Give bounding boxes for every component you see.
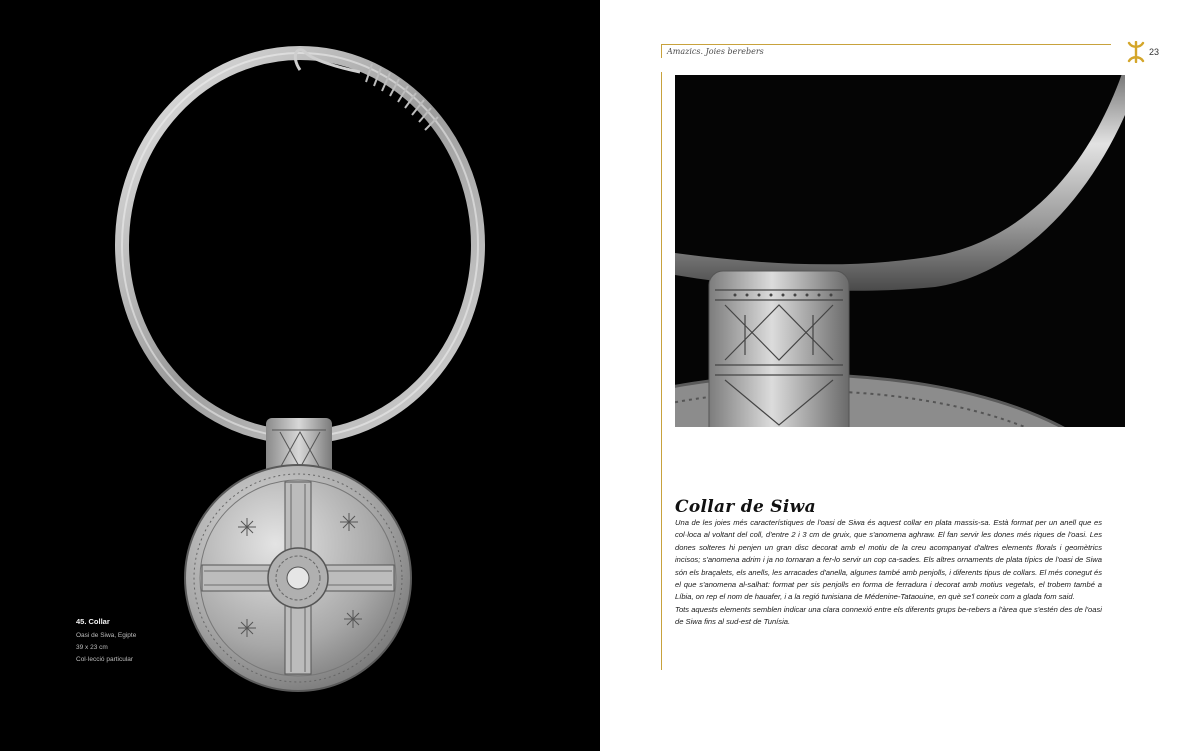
margin-rule [661,72,662,670]
header-rule [661,44,1111,45]
caption-title: 45. Collar [76,617,110,626]
right-page [600,0,1200,751]
page-number: 23 [1149,47,1160,57]
caption-dimensions: 39 x 23 cm [76,644,108,651]
yaz-amazigh-symbol-icon [1126,41,1146,63]
article-body [675,517,1102,629]
header-rule-tick [661,44,662,58]
necklace-detail-photo [675,75,1125,427]
figure-caption [76,617,136,666]
caption-collection: Col·lecció particular [76,656,134,663]
running-head: Amazics. Joies berebers [667,47,764,56]
article-title: Collar de Siwa [675,497,816,517]
article-paragraph-2: Tots aquests elements semblen indicar una clara connexió entre els diferents grups be-rebers a l'àrea que s'estén des de l'oasi de Siwa fins al sud-est de Tunísia. [675,604,1102,627]
article-paragraph-1: Una de les joies més característiques de l'oasi de Siwa és aquest collar en plata massis-sa. Està format per un anell que es col·loca al voltant del coll, d'entre 2 i 3 cm de gruix, que s'anomena aghraw. El fan servir les dones més riques de l'oasi. Les dones solteres hi penjen un gran disc decorat amb el motiu de la creu acompanyat d'altres elements florals i geomètrics incisos; s'anomena adrim i ja no tornaran a fer-lo servir un cop ca-sades. Els altres ornaments de plata típics de l'oasi de Siwa són els braçalets, els anells, les arracades d'anella, algunes també amb penjolls, i diferents tipus de collars. El més conegut és el que s'anomena al-salhat: format per sis penjolls en forma de ferradura i decorat amb motius vegetals, el trobem també a Líbia, on rep el nom de hauafer, i a la regió tunisiana de Médenine-Tataouine, en què se'l coneix com a glada fom said. [675,518,1102,602]
caption-origin: Oasi de Siwa, Egipte [76,632,137,639]
